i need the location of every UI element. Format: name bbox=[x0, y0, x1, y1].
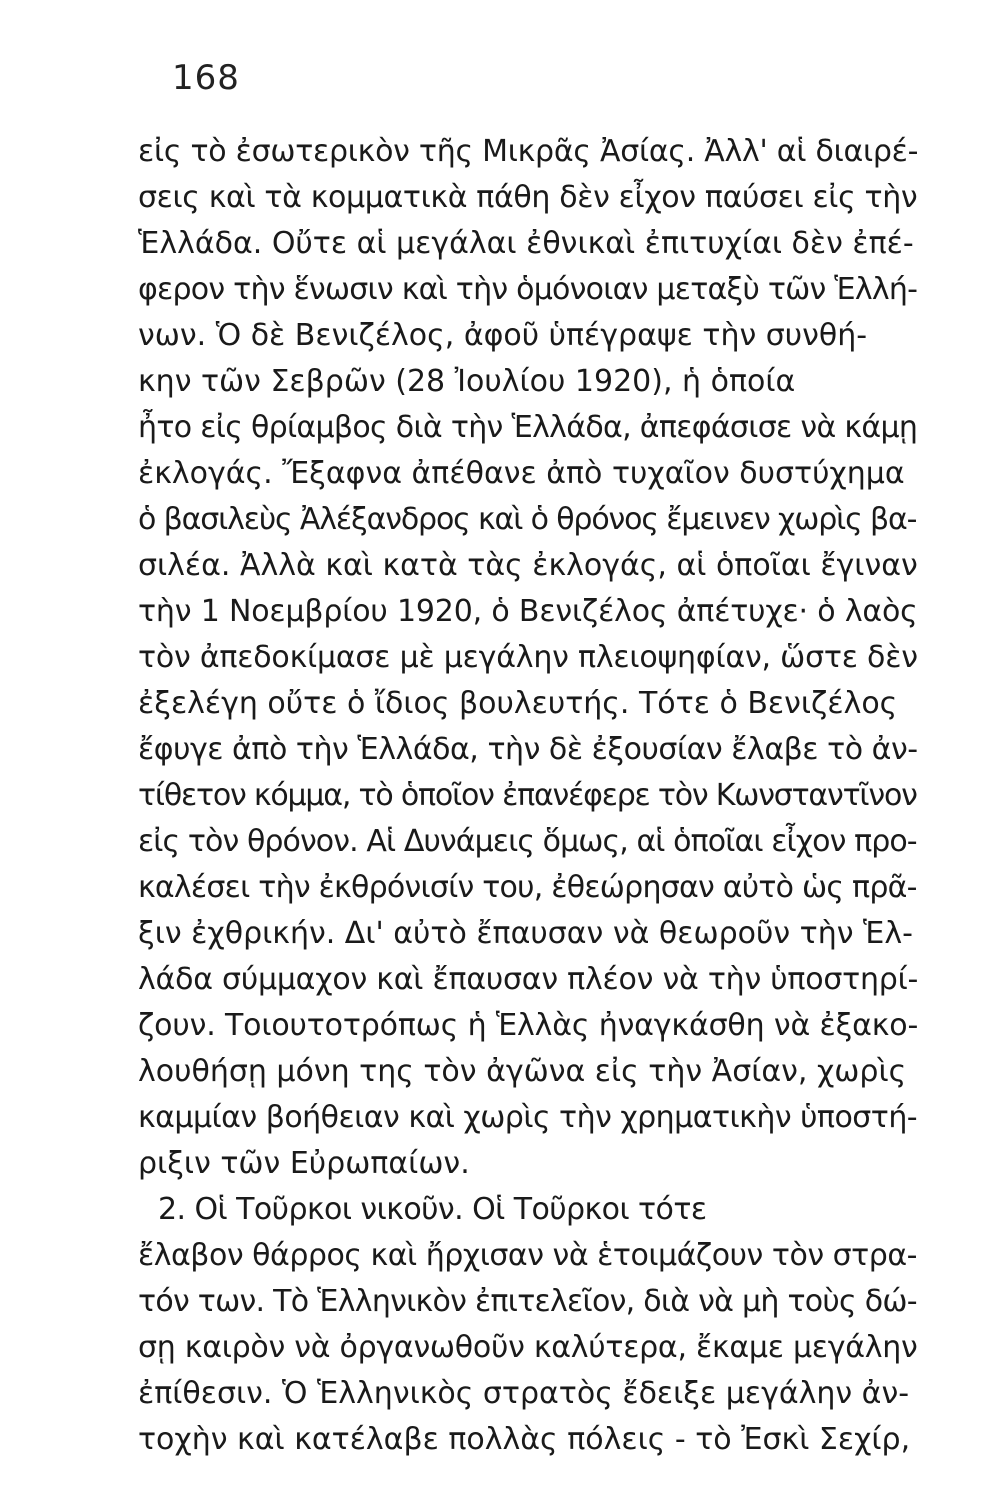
page-number: 168 bbox=[172, 58, 240, 98]
text-line: φερον τὴν ἕνωσιν καὶ τὴν ὁμόνοιαν μεταξὺ τῶν Ἑλλή- bbox=[138, 272, 918, 307]
text-line: λάδα σύμμαχον καὶ ἔπαυσαν πλέον νὰ τὴν ὑποστηρί- bbox=[138, 962, 919, 997]
text-line: ριξιν τῶν Εὐρωπαίων. bbox=[138, 1146, 470, 1181]
text-line: σῃ καιρὸν νὰ ὀργανωθοῦν καλύτερα, ἔκαμε μεγάλην bbox=[138, 1330, 918, 1365]
text-line: σεις καὶ τὰ κομματικὰ πάθη δὲν εἶχον παύσει εἰς τὴν bbox=[138, 180, 918, 215]
text-line: εἰς τὸ ἐσωτερικὸν τῆς Μικρᾶς Ἀσίας. Ἀλλ' αἱ διαιρέ- bbox=[138, 134, 919, 169]
text-line: σιλέα. Ἀλλὰ καὶ κατὰ τὰς ἐκλογάς, αἱ ὁποῖαι ἔγιναν bbox=[138, 548, 918, 583]
text-line: εἰς τὸν θρόνον. Αἱ Δυνάμεις ὅμως, αἱ ὁποῖαι εἶχον προ- bbox=[138, 824, 917, 859]
text-line: τὴν 1 Νοεμβρίου 1920, ὁ Βενιζέλος ἀπέτυχε· ὁ λαὸς bbox=[138, 594, 918, 629]
text-line: ὁ βασιλεὺς Ἀλέξανδρος καὶ ὁ θρόνος ἔμεινεν χωρὶς βα- bbox=[138, 502, 917, 537]
text-line: ἦτο εἰς θρίαμβος διὰ τὴν Ἑλλάδα, ἀπεφάσισε νὰ κάμῃ bbox=[138, 410, 918, 445]
text-line: τοχὴν καὶ κατέλαβε πολλὰς πόλεις - τὸ Ἐσκὶ Σεχίρ, bbox=[138, 1422, 911, 1457]
text-line: ξιν ἐχθρικήν. Δι' αὐτὸ ἔπαυσαν νὰ θεωροῦν τὴν Ἑλ- bbox=[138, 916, 913, 951]
text-line: τόν των. Τὸ Ἑλληνικὸν ἐπιτελεῖον, διὰ νὰ μὴ τοὺς δώ- bbox=[138, 1284, 917, 1319]
text-line: ἔλαβον θάρρος καὶ ἤρχισαν νὰ ἑτοιμάζουν τὸν στρα- bbox=[138, 1238, 917, 1273]
text-line: τίθετον κόμμα, τὸ ὁποῖον ἐπανέφερε τὸν Κωνσταντῖνον bbox=[138, 778, 917, 813]
text-line: καμμίαν βοήθειαν καὶ χωρὶς τὴν χρηματικὴν ὑποστή- bbox=[138, 1100, 918, 1135]
text-line: ζουν. Τοιουτοτρόπως ἡ Ἑλλὰς ἠναγκάσθη νὰ ἐξακο- bbox=[138, 1008, 919, 1043]
text-line: λουθήσῃ μόνη της τὸν ἀγῶνα εἰς τὴν Ἀσίαν, χωρὶς bbox=[138, 1054, 907, 1089]
text-line: Ἑλλάδα. Οὔτε αἱ μεγάλαι ἐθνικαὶ ἐπιτυχίαι δὲν ἐπέ- bbox=[138, 226, 914, 261]
text-line: ἔφυγε ἀπὸ τὴν Ἑλλάδα, τὴν δὲ ἐξουσίαν ἔλαβε τὸ ἀν- bbox=[138, 732, 918, 767]
text-line: νων. Ὁ δὲ Βενιζέλος, ἀφοῦ ὑπέγραψε τὴν συνθή- bbox=[138, 318, 868, 353]
text-line: κην τῶν Σεβρῶν (28 Ἰουλίου 1920), ἡ ὁποία bbox=[138, 364, 796, 399]
text-line: ἐπίθεσιν. Ὁ Ἑλληνικὸς στρατὸς ἔδειξε μεγάλην ἀν- bbox=[138, 1376, 910, 1411]
text-line: ἐκλογάς. Ἔξαφνα ἀπέθανε ἀπὸ τυχαῖον δυστύχημα bbox=[138, 456, 905, 491]
text-line: ἐξελέγη οὔτε ὁ ἴδιος βουλευτής. Τότε ὁ Βενιζέλος bbox=[138, 686, 898, 721]
text-line: καλέσει τὴν ἐκθρόνισίν του, ἐθεώρησαν αὐτὸ ὡς πρᾶ- bbox=[138, 870, 917, 905]
section-heading-line: 2. Οἱ Τοῦρκοι νικοῦν. Οἱ Τοῦρκοι τότε bbox=[158, 1192, 707, 1227]
text-line: τὸν ἀπεδοκίμασε μὲ μεγάλην πλειοψηφίαν, ὥστε δὲν bbox=[138, 640, 918, 675]
